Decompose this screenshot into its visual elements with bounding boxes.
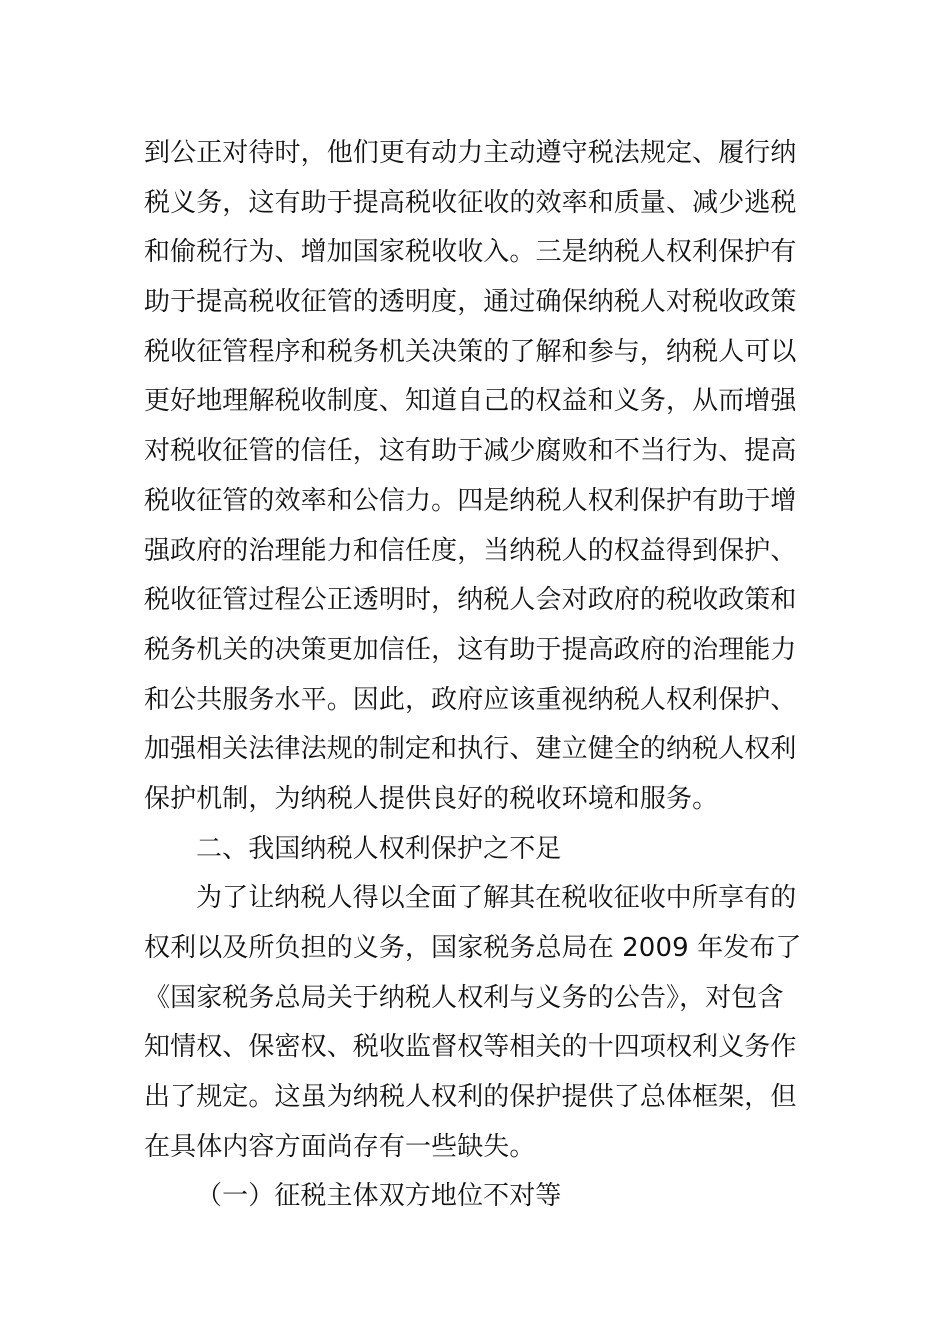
paragraph-line: 和偷税行为、增加国家税收收入。三是纳税人权利保护有 [144,237,797,268]
paragraph-line: 加强相关法律法规的制定和执行、建立健全的纳税人权利 [144,734,797,765]
paragraph-line: 到公正对待时，他们更有动力主动遵守税法规定、履行纳 [144,138,797,168]
section-heading: 二、我国纳税人权利保护之不足 [196,833,562,864]
paragraph-line: 助于提高税收征管的透明度，通过确保纳税人对税收政策 [144,287,797,318]
paragraph-line: 为了让纳税人得以全面了解其在税收征收中所享有的 [196,883,797,914]
paragraph-line: 保护机制，为纳税人提供良好的税收环境和服务。 [144,783,719,814]
paragraph-line: 对税收征管的信任，这有助于减少腐败和不当行为、提高 [144,436,797,467]
paragraph-line: 和公共服务水平。因此，政府应该重视纳税人权利保护、 [144,684,797,715]
paragraph-line: 出了规定。这虽为纳税人权利的保护提供了总体框架，但 [144,1082,797,1113]
paragraph-line: 税收征管程序和税务机关决策的了解和参与，纳税人可以 [144,336,797,367]
paragraph-line: 税务机关的决策更加信任，这有助于提高政府的治理能力 [144,634,797,665]
paragraph-line: 权利以及所负担的义务，国家税务总局在 2009 年发布了 [144,933,802,963]
paragraph-line: 强政府的治理能力和信任度，当纳税人的权益得到保护、 [144,535,797,566]
paragraph-line: 税收征管的效率和公信力。四是纳税人权利保护有助于增 [144,485,797,516]
paragraph-line: 知情权、保密权、税收监督权等相关的十四项权利义务作 [144,1032,797,1063]
body-text [144,129,808,1222]
paragraph-line: 更好地理解税收制度、知道自己的权益和义务，从而增强 [144,386,797,417]
paragraph-line: 税义务，这有助于提高税收征收的效率和质量、减少逃税 [144,187,797,218]
paragraph-line: 在具体内容方面尚存有一些缺失。 [144,1131,536,1162]
paragraph-line: 《国家税务总局关于纳税人权利与义务的公告》，对包含 [144,982,784,1013]
paragraph-line: 税收征管过程公正透明时，纳税人会对政府的税收政策和 [144,585,797,616]
subsection-heading: （一）征税主体双方地位不对等 [196,1181,562,1212]
